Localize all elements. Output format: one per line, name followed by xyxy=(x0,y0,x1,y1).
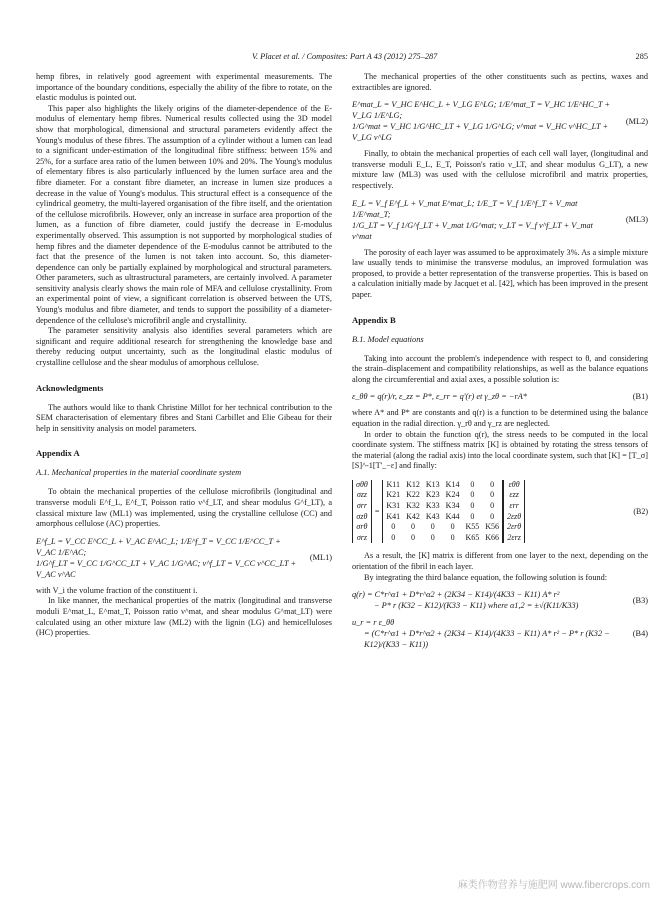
matrix-cell: K12 xyxy=(406,479,420,489)
matrix-cell: 0 xyxy=(470,479,475,489)
matrix-cell: K13 xyxy=(425,479,440,489)
matrix-cell: K66 xyxy=(485,532,500,542)
equation-b1 xyxy=(352,391,648,402)
matrix-cell: 0 xyxy=(470,511,475,521)
matrix-cell: 0 xyxy=(391,522,396,532)
matrix-cell: 0 xyxy=(490,511,495,521)
matrix-cell: K24 xyxy=(445,490,460,500)
matrix-cell: K14 xyxy=(445,479,460,489)
vector-entry: σrθ xyxy=(356,522,368,532)
equation-ml3 xyxy=(352,198,648,242)
equation-b2 xyxy=(352,480,648,544)
equation-b4 xyxy=(352,617,648,650)
vector-entry: εθθ xyxy=(508,479,520,489)
vector-entry: 2εzθ xyxy=(507,511,522,521)
matrix-cell: 0 xyxy=(450,522,455,532)
matrix-cell: K42 xyxy=(406,511,420,521)
equation-ml2 xyxy=(352,99,648,143)
matrix-cell: 0 xyxy=(391,532,396,542)
left-column xyxy=(36,72,332,639)
vector-entry: σθθ xyxy=(356,479,368,489)
matrix-cell: K41 xyxy=(386,511,401,521)
paragraph: By integrating the third balance equation, the following solution is found: xyxy=(364,572,608,582)
equation-line: − P* r (K32 − K12)/(K33 − K11) where α1,2 = ±√(K11/K33) xyxy=(374,601,579,611)
paragraph: Finally, to obtain the mechanical properties of each cell wall layer, (longitudinal and transverse moduli E_L, E_T, Poisson's ratio ν_LT, and shear modulus G_LT), a new mixture law (ML3) was used with the cellulose microfibril and matrix properties, respectively. xyxy=(352,149,648,190)
equation-number: (ML2) xyxy=(625,116,648,126)
matrix-cell: 0 xyxy=(430,522,435,532)
matrix-cell: K43 xyxy=(425,511,440,521)
vector-entry: εzz xyxy=(509,490,519,500)
paragraph: To obtain the mechanical properties of the cellulose microfibrils (longitudinal and transverse moduli E^f_L, E^f_T, Poisson ratio ν^f_LT, and shear modulus G^f_LT), a classical mixture law (ML1) was implemented, using the crystalline cellulose (CC) and amorphous cellulose (AC) properties. xyxy=(36,487,332,529)
equation-line: u_r = r ε_θθ xyxy=(352,618,395,628)
equation-line: = (C*r^α1 + D*r^α2 + (2K34 − K14)/(4K33 − K11) A* r² − P* r (K32 − K12)/(K33 − K11)) xyxy=(364,629,610,650)
matrix-cell: 0 xyxy=(490,490,495,500)
vector-entry: εrr xyxy=(509,501,519,511)
matrix-cell: 0 xyxy=(490,479,495,489)
equation-line: 1/G^mat = V_HC 1/G^HC_LT + V_LG 1/G^LG; ν^mat = V_HC ν^HC_LT + V_LG ν^LG xyxy=(352,122,609,143)
paragraph: The mechanical properties of the other constituents such as pectins, waxes and extractibles are ignored. xyxy=(352,72,648,92)
equation-number: (B2) xyxy=(633,507,648,517)
paragraph: The porosity of each layer was assumed to be approximately 3%. As a simple mixture law usually tends to minimise the transverse modulus, an improved formulation was proposed, to provide a better representation of the transverse properties. This is based on a calculation initially made by Jacquet et al. [42], which has been improved in the present paper. xyxy=(352,247,648,299)
paragraph: hemp fibres, in relatively good agreement with experimental measurements. The importance of the boundary conditions, especially the ability of the fibre to rotate, on the elastic modulus is pointed out. xyxy=(36,72,332,103)
vector-entry: 2εrz xyxy=(507,532,521,542)
matrix-cell: K11 xyxy=(386,479,400,489)
stress-vector xyxy=(352,480,372,544)
vector-entry: σzθ xyxy=(356,511,368,521)
equation-number: (B4) xyxy=(632,629,648,639)
paragraph: Taking into account the problem's independence with respect to θ, and considering the strain–displacement and compatibility relationships, as well as the balance equations along the circumferential and axial axes, a possible solution is: xyxy=(352,353,648,384)
equation-number: (ML1) xyxy=(309,553,332,563)
equation-line: 1/G_LT = V_f 1/G^f_LT + V_mat 1/G^mat; ν_LT = V_f ν^f_LT + V_mat ν^mat xyxy=(352,220,593,241)
matrix-cell: 0 xyxy=(411,532,415,542)
equation-number: (B1) xyxy=(632,392,648,402)
vector-entry: σzz xyxy=(356,490,367,500)
paragraph: The parameter sensitivity analysis also identifies several parameters which are significant and require additional research for strengthening the knowledge base and thereby reducing output uncertainty, such as the longitudinal elastic modulus of crystalline cellulose and the shear modulus of amorphous cellulose. xyxy=(36,326,332,368)
matrix-cell: 0 xyxy=(430,532,435,542)
page-number: 285 xyxy=(635,52,648,61)
matrix-cell: K55 xyxy=(465,522,480,532)
running-header xyxy=(0,52,672,66)
stiffness-matrix xyxy=(382,480,503,544)
equation-line: ε_θθ = q(r)/r, ε_zz = P*, ε_rr = q'(r) et γ_zθ = −rA* xyxy=(352,392,527,402)
strain-vector xyxy=(503,480,525,544)
subsection-heading: A.1. Mechanical properties in the material coordinate system xyxy=(36,468,242,478)
matrix-cell: 0 xyxy=(411,522,415,532)
paragraph: with V_i the volume fraction of the constituent i. xyxy=(36,585,198,595)
equation-line: E^f_L = V_CC E^CC_L + V_AC E^AC_L; 1/E^f_T = V_CC 1/E^CC_T + V_AC 1/E^AC; xyxy=(36,536,281,557)
equation-line: q(r) = C*r^α1 + D*r^α2 + (2K34 − K14)/(4K33 − K11) A* r² xyxy=(352,590,560,600)
matrix-cell: K32 xyxy=(406,501,420,511)
vector-entry: σrr xyxy=(356,501,367,511)
matrix-cell: K21 xyxy=(386,490,401,500)
matrix-cell: K44 xyxy=(445,511,460,521)
paragraph: In like manner, the mechanical properties of the matrix (longitudinal and transverse moduli E^mat_L, E^mat_T, Poisson ratio ν^mat, and shear modulus G^mat_LT) were calculated using an other mixture law (ML2) with the lignin (LG) and hemicelluloses (HC) properties. xyxy=(36,596,332,638)
equation-number: (ML3) xyxy=(625,215,648,225)
vector-entry: σrz xyxy=(356,532,367,542)
equation-ml1 xyxy=(36,536,332,580)
subsection-heading: B.1. Model equations xyxy=(352,334,424,344)
matrix-cell: 0 xyxy=(450,532,455,542)
paragraph: In order to obtain the function q(r), the stress needs to be computed in the local coordinate system. The stiffness matrix [K] is obtained by rotating the stress tensors of the material (along the radial axis) into the local coordinate system, such that [K] = [T_σ][S]^-1[T'_−ε] and finally: xyxy=(352,429,648,471)
equation-number: (B3) xyxy=(632,595,648,605)
equals-sign: = xyxy=(374,507,380,517)
journal-reference: V. Placet et al. / Composites: Part A 43 (2012) 275–287 xyxy=(252,52,438,61)
watermark: 麻类作物营养与施肥网 www.fibercrops.com xyxy=(457,880,650,891)
matrix-cell: K65 xyxy=(465,532,480,542)
matrix-cell: K33 xyxy=(425,501,440,511)
vector-entry: 2εrθ xyxy=(507,522,522,532)
section-heading: Appendix A xyxy=(36,448,80,459)
equation-line: 1/G^f_LT = V_CC 1/G^CC_LT + V_AC 1/G^AC; ν^f_LT = V_CC ν^CC_LT + V_AC ν^AC xyxy=(36,558,297,579)
paragraph: The authors would like to thank Christine Millot for her technical contribution to the SEM characterisation of elementary fibres and Stani Carbillet and Elie Gibeau for their help in sensitivity analysis on model parameters. xyxy=(36,402,332,433)
paragraph: As a result, the [K] matrix is different from one layer to the next, depending on the orientation of the fibril in each layer. xyxy=(352,551,648,572)
paragraph: This paper also highlights the likely origins of the diameter-dependence of the E-modulus of elementary hemp fibres. Numerical results collected using the 3D model show that morphological, dimensional and structural parameters evidently affect the Young's modulus of these fibres. The assumption of a cylinder without a lumen can lead to a significant under-estimation of the longitudinal fibre stiffness: between 15% and 25%, for a surface area ratio of the lumen between 10% and 20%. The Young's modulus of elementary fibres is also particularly influenced by the lumen surface area and the fibre diameter. For a constant fibre diameter, an increase in lumen size produces a decrease in the value of Young's modulus. This structural effect is a consequence of the cylindrical geometry, the multi-layered organisation of the fibre itself, and the orientation of the cellulose microfibrils. However, only an increase in surface area proportion of the lumen, as a function of fibre diameter, could justify the decrease in E-modulus experimentally observed. This assumption is not supported by morphological studies of hemp fibres and the diameter dependence of the E-modulus cannot be attributed to the fact that the presence of the lumen is not taken into account. So, this diameter-dependence can only be partially explained by morphological and structural parameters. Other parameters, such as ultrastructural parameters, are certainly involved. A parameter sensitivity analysis clearly shows the main role of MFA and cellulose crystallinity. From an experimental point of view, a significant correlation is observed between the UTS, Young's modulus and fibre diameter, and tends to support the possibility of a diameter-dependence of the cellulose's microfibril angle and crystallinity. xyxy=(36,103,332,325)
section-heading: Acknowledgments xyxy=(36,382,104,393)
equation-line: E^mat_L = V_HC E^HC_L + V_LG E^LG; 1/E^mat_T = V_HC 1/E^HC_T + V_LG 1/E^LG; xyxy=(352,100,611,121)
matrix-cell: 0 xyxy=(470,490,475,500)
matrix-cell: K22 xyxy=(406,490,420,500)
section-heading: Appendix B xyxy=(352,314,396,325)
matrix-cell: K23 xyxy=(425,490,440,500)
equation-line: E_L = V_f E^f_L + V_mat E^mat_L; 1/E_T = V_f 1/E^f_T + V_mat 1/E^mat_T; xyxy=(352,198,578,219)
matrix-cell: 0 xyxy=(470,501,475,511)
equation-b3 xyxy=(352,589,648,611)
matrix-cell: K56 xyxy=(485,522,500,532)
matrix-cell: K31 xyxy=(386,501,401,511)
paragraph: where A* and P* are constants and q(r) is a function to be determined using the balance equation in the radial direction. γ_rθ and γ_rz are neglected. xyxy=(352,408,648,428)
matrix-cell: 0 xyxy=(490,501,495,511)
matrix-cell: K34 xyxy=(445,501,460,511)
right-column xyxy=(352,72,648,656)
